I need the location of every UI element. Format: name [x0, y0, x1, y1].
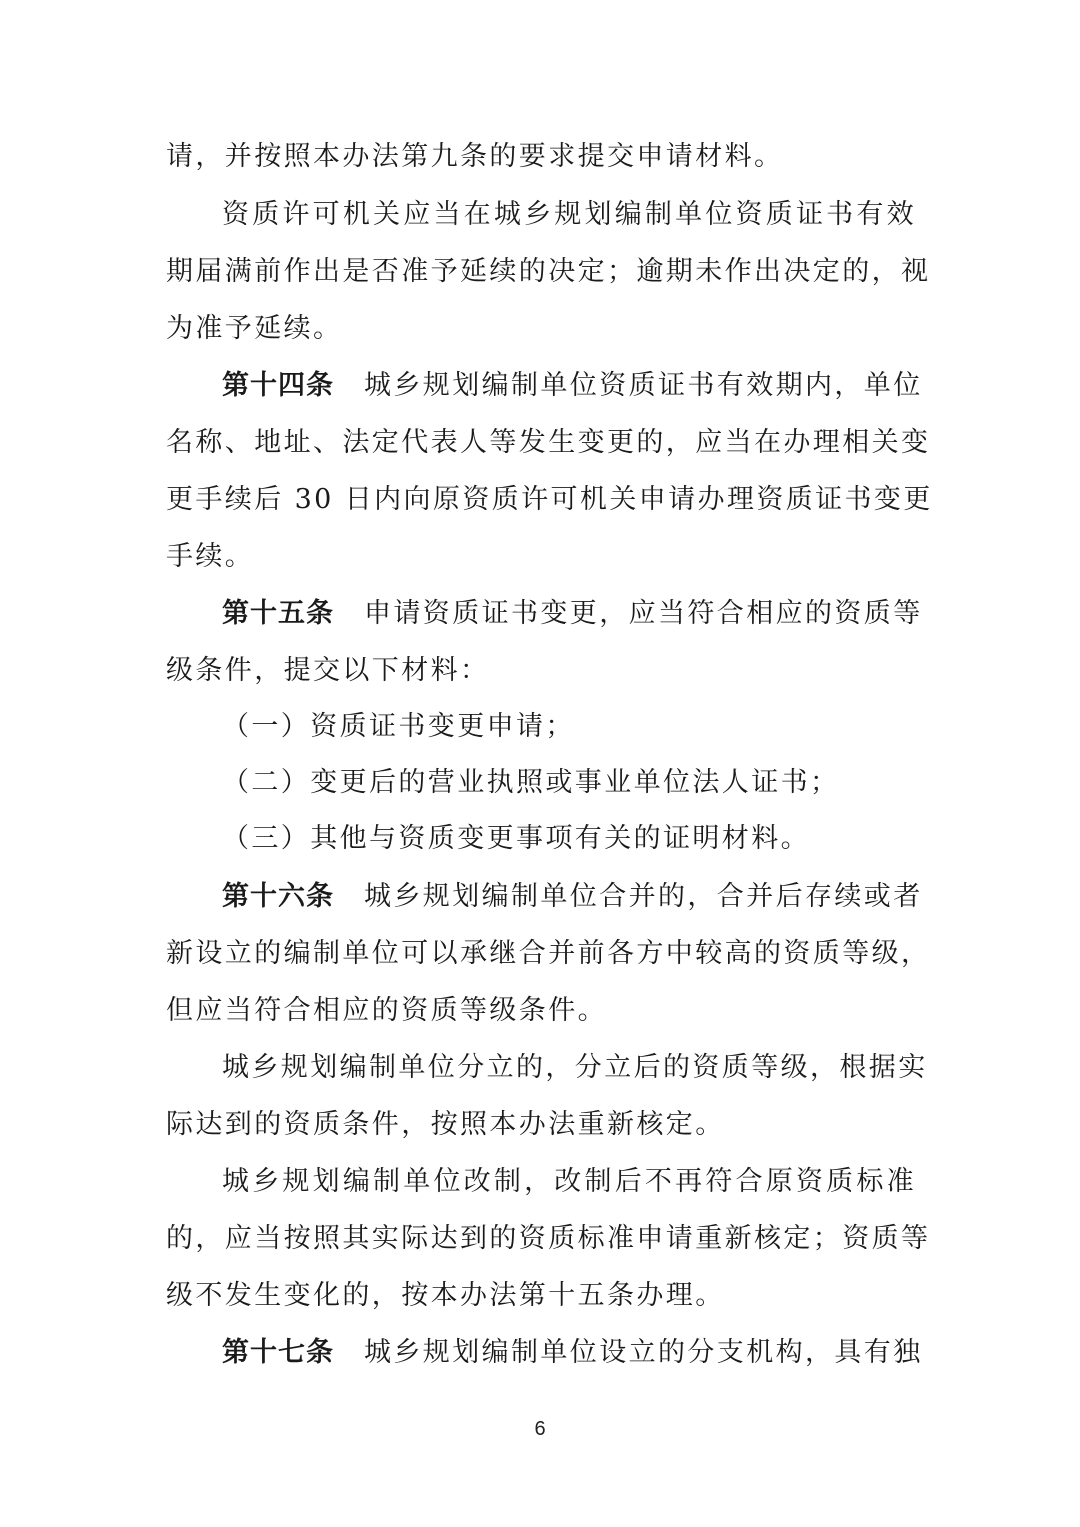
paragraph-line: 为准予延续。	[166, 313, 343, 344]
paragraph-line: 级条件，提交以下材料：	[166, 655, 490, 686]
paragraph-line: 城乡规划编制单位分立的，分立后的资质等级，根据实	[222, 1052, 928, 1083]
article-17-line	[222, 1333, 923, 1373]
article-text: 城乡规划编制单位合并的，合并后存续或者	[364, 881, 923, 912]
article-number: 第十七条	[222, 1337, 334, 1368]
paragraph-line: 资质许可机关应当在城乡规划编制单位资质证书有效	[222, 199, 916, 230]
list-item: （一）资质证书变更申请；	[222, 711, 575, 742]
paragraph-line: 更手续后 30 日内向原资质许可机关申请办理资质证书变更	[166, 484, 933, 515]
paragraph-line: 手续。	[166, 541, 255, 572]
paragraph-line: 级不发生变化的，按本办法第十五条办理。	[166, 1280, 725, 1311]
article-text: 申请资质证书变更，应当符合相应的资质等	[364, 598, 923, 629]
paragraph-line: 期届满前作出是否准予延续的决定；逾期未作出决定的，视	[166, 256, 931, 287]
page-number: 6	[534, 1418, 546, 1440]
article-number: 第十六条	[222, 881, 334, 912]
article-text: 城乡规划编制单位设立的分支机构，具有独	[364, 1337, 923, 1368]
list-item: （二）变更后的营业执照或事业单位法人证书；	[222, 767, 840, 798]
article-number: 第十四条	[222, 370, 334, 401]
list-item: （三）其他与资质变更事项有关的证明材料。	[222, 823, 810, 854]
paragraph-line: 城乡规划编制单位改制，改制后不再符合原资质标准	[222, 1166, 916, 1197]
paragraph-line: 但应当符合相应的资质等级条件。	[166, 995, 607, 1026]
article-number: 第十五条	[222, 598, 334, 629]
paragraph-line: 的，应当按照其实际达到的资质标准申请重新核定；资质等	[166, 1223, 931, 1254]
paragraph-line: 际达到的资质条件，按照本办法重新核定。	[166, 1109, 725, 1140]
paragraph-line: 请，并按照本办法第九条的要求提交申请材料。	[166, 141, 784, 172]
article-16-line	[222, 877, 923, 917]
article-14-line	[222, 366, 923, 406]
paragraph-line: 名称、地址、法定代表人等发生变更的，应当在办理相关变	[166, 427, 931, 458]
article-15-line	[222, 594, 923, 634]
paragraph-line: 新设立的编制单位可以承继合并前各方中较高的资质等级，	[166, 938, 931, 969]
article-text: 城乡规划编制单位资质证书有效期内，单位	[364, 370, 923, 401]
